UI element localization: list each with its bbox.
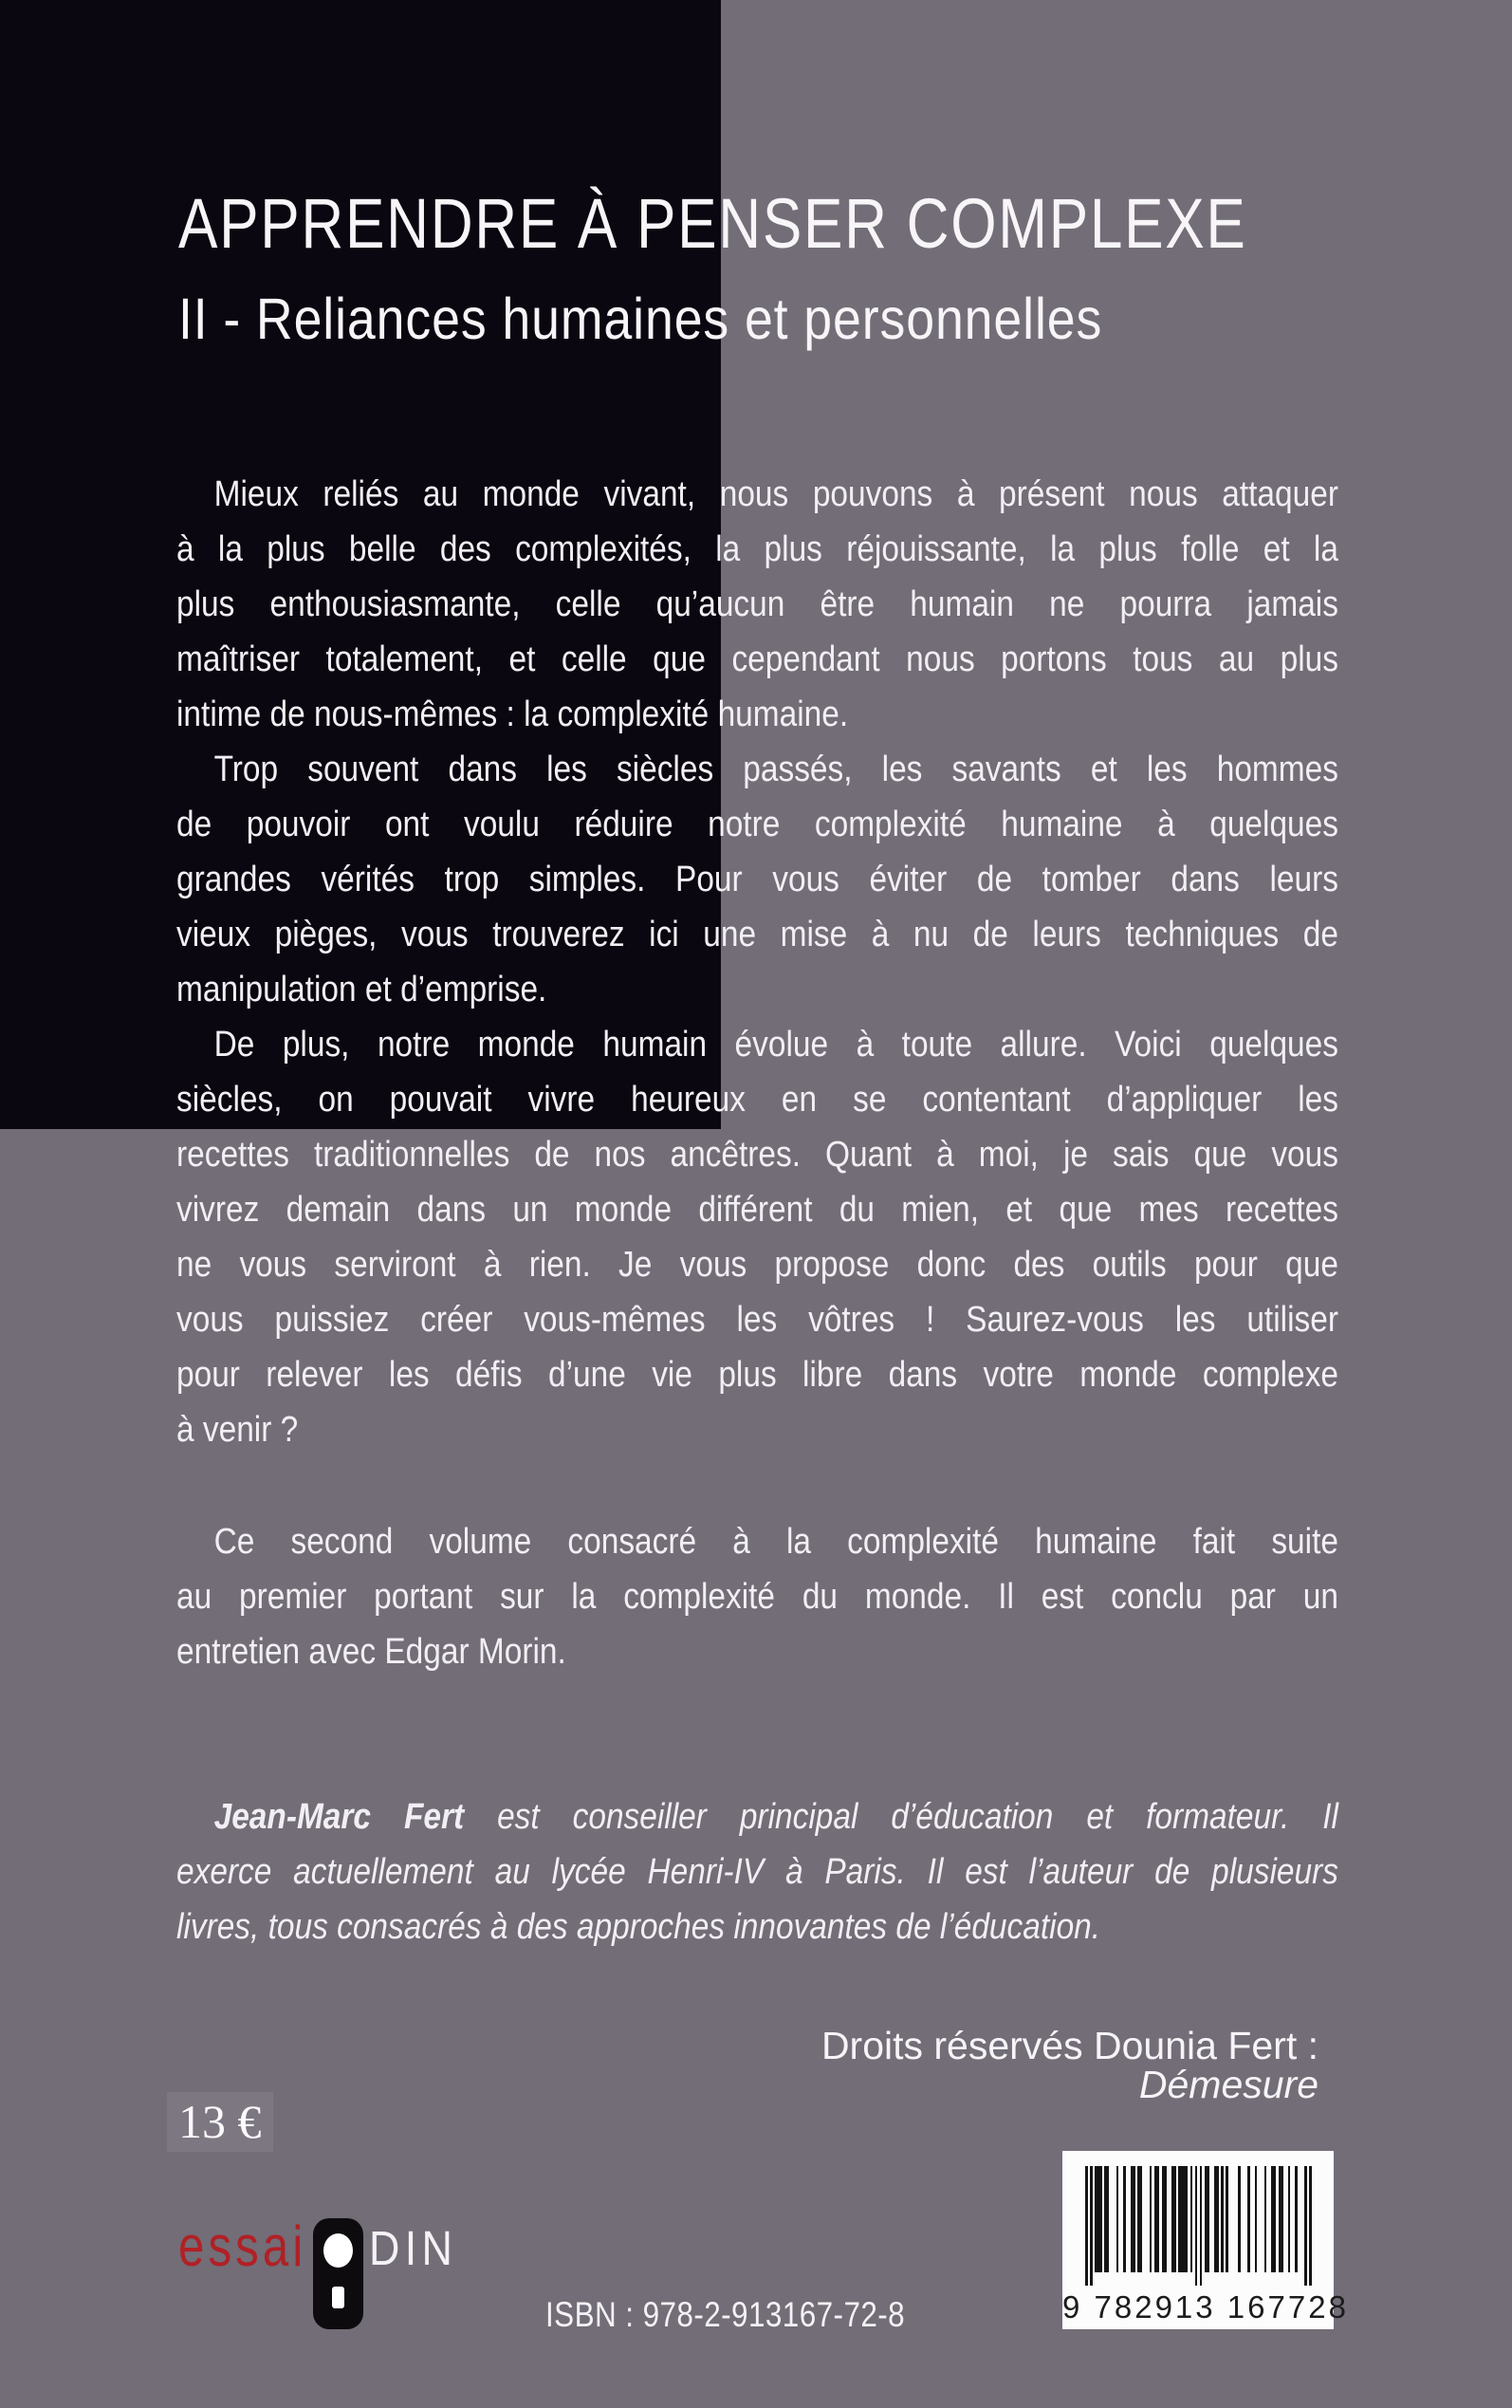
back-cover-text xyxy=(176,467,1338,1954)
rights-credit xyxy=(664,2024,1318,2106)
body-line: recettes traditionnelles de nos ancêtres. Quant à moi, je sais que vous xyxy=(176,1135,1338,1175)
bio-line-rest: est conseiller principal d’éducation et formateur. Il xyxy=(464,1797,1338,1837)
book-title: APPRENDRE À PENSER COMPLEXE xyxy=(178,184,1247,263)
body-line: grandes vérités trop simples. Pour vous éviter de tomber dans leurs xyxy=(176,860,1338,899)
isbn-label: ISBN : 978-2-913167-72-8 xyxy=(545,2295,906,2334)
price-plate xyxy=(167,2092,273,2152)
book-subtitle: II - Reliances humaines et personnelles xyxy=(178,287,1103,351)
body-line: ne vous serviront à rien. Je vous propose donc des outils pour que xyxy=(176,1245,1338,1285)
barcode-bars xyxy=(1085,2166,1312,2286)
body-line: Ce second volume consacré à la complexité humaine fait suite xyxy=(213,1522,1338,1562)
body-line: au premier portant sur la complexité du monde. Il est conclu par un xyxy=(176,1577,1338,1617)
body-paragraphs xyxy=(176,467,1338,1679)
barcode-digits: 9 782913 167728 xyxy=(1062,2289,1349,2325)
publisher-name-din: DIN xyxy=(369,2221,458,2275)
price-label: 13 € xyxy=(178,2095,262,2148)
rights-credit-work: Démesure xyxy=(1138,2063,1318,2106)
body-line: De plus, notre monde humain évolue à toute allure. Voici quelques xyxy=(213,1025,1338,1065)
logo-oval-o xyxy=(323,2233,353,2268)
barcode xyxy=(1062,2151,1349,2329)
logo-slot xyxy=(332,2287,344,2308)
body-line: plus enthousiasmante, celle qu’aucun être humain ne pourra jamais xyxy=(176,584,1338,624)
barcode-bar xyxy=(1309,2166,1312,2286)
body-line: manipulation et d’emprise. xyxy=(176,970,547,1010)
bio-line xyxy=(176,1789,1338,1844)
author-bio xyxy=(176,1789,1338,1954)
author-name: Jean-Marc Fert xyxy=(213,1797,465,1837)
body-line: siècles, on pouvait vivre heureux en se contentant d’appliquer les xyxy=(176,1080,1338,1120)
body-line: vivrez demain dans un monde différent du mien, et que mes recettes xyxy=(176,1190,1338,1230)
body-line: vieux pièges, vous trouverez ici une mise à nu de leurs techniques de xyxy=(176,915,1338,954)
logo-series-essai: essai xyxy=(178,2214,307,2278)
body-line: maîtriser totalement, et celle que cependant nous portons tous au plus xyxy=(176,639,1338,679)
body-paragraph xyxy=(176,1017,1338,1457)
bio-line: exerce actuellement au lycée Henri-IV à Paris. Il est l’auteur de plusieurs xyxy=(176,1852,1338,1892)
publisher-logo-icon xyxy=(313,2218,363,2329)
body-line: intime de nous-mêmes : la complexité humaine. xyxy=(176,695,849,734)
body-line: pour relever les défis d’une vie plus libre dans votre monde complexe xyxy=(176,1355,1338,1395)
body-line: à la plus belle des complexités, la plus réjouissante, la plus folle et la xyxy=(176,529,1338,569)
rights-credit-text: Droits réservés Dounia Fert : xyxy=(821,2024,1318,2067)
body-line: Mieux reliés au monde vivant, nous pouvons à présent nous attaquer xyxy=(213,474,1338,514)
body-line: vous puissiez créer vous-mêmes les vôtres ! Saurez-vous les utiliser xyxy=(176,1300,1338,1340)
body-line: entretien avec Edgar Morin. xyxy=(176,1632,566,1672)
bio-line: livres, tous consacrés à des approches innovantes de l’éducation. xyxy=(176,1907,1101,1947)
body-line: Trop souvent dans les siècles passés, les savants et les hommes xyxy=(213,750,1338,789)
body-line: à venir ? xyxy=(176,1410,299,1450)
body-paragraph xyxy=(176,742,1338,1017)
body-line: de pouvoir ont voulu réduire notre complexité humaine à quelques xyxy=(176,805,1338,844)
body-paragraph xyxy=(176,1514,1338,1679)
body-paragraph xyxy=(176,467,1338,742)
